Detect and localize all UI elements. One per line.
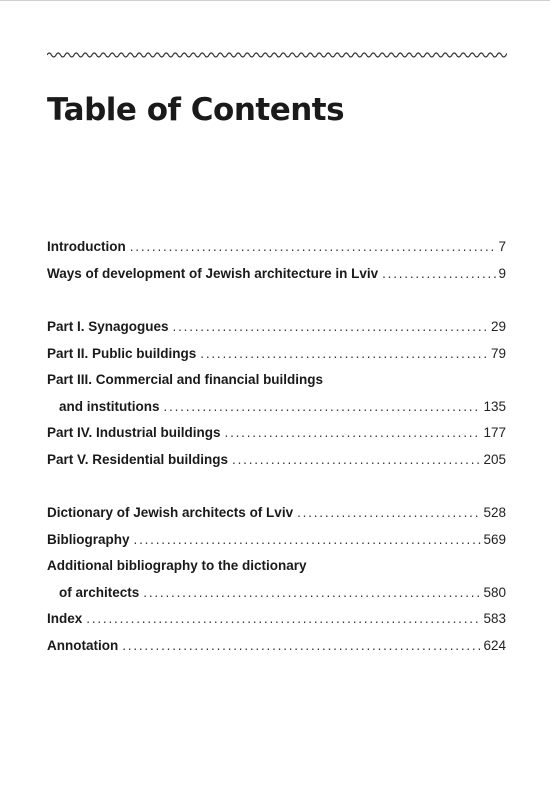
leader-dots [382, 264, 496, 284]
leader-dots [86, 609, 481, 629]
toc-page-number: 177 [483, 425, 506, 440]
toc-page-number: 580 [483, 584, 506, 600]
toc-entry-label: Introduction [47, 239, 126, 254]
leader-dots [232, 450, 481, 470]
toc-entry-label: Part IV. Industrial buildings [47, 425, 221, 440]
toc-entry-label-line1: Part III. Commercial and financial buildings [47, 372, 324, 387]
toc-entry-part-3[interactable] [47, 370, 506, 423]
toc-entry-index[interactable] [47, 609, 506, 636]
toc-entry-bibliography[interactable] [47, 530, 506, 557]
toc-entry-part-2[interactable] [47, 344, 506, 371]
leader-dots [225, 423, 482, 443]
leader-dots [164, 397, 482, 417]
toc-entry-dictionary[interactable] [47, 503, 506, 530]
toc-entry-label-line2: and institutions [59, 398, 160, 414]
toc-entry-annotation[interactable] [47, 636, 506, 663]
toc-page-number: 569 [483, 531, 506, 547]
leader-dots [134, 530, 482, 550]
toc-entry-label-line2: of architects [59, 584, 140, 600]
toc-entry-label: Part V. Residential buildings [47, 451, 229, 467]
toc-entry-part-1[interactable] [47, 317, 506, 344]
toc-page-number: 205 [483, 451, 506, 467]
toc-entry-label: Dictionary of Jewish architects of Lviv [47, 505, 294, 520]
toc-entry-ways-of-development[interactable] [47, 264, 506, 291]
leader-dots [297, 503, 481, 523]
toc-entry-label: Annotation [47, 637, 119, 653]
toc-page-number: 583 [483, 611, 506, 626]
toc-page-number: 7 [498, 239, 506, 254]
toc-page-number: 29 [490, 319, 506, 334]
toc-page-number: 528 [483, 505, 506, 520]
leader-dots [173, 317, 489, 337]
toc-entry-label: Ways of development of Jewish architecture in Lviv [47, 265, 379, 281]
leader-dots [143, 583, 481, 603]
page-title: Table of Contents [47, 92, 345, 128]
toc-entry-label-line1: Additional bibliography to the dictionary [47, 558, 307, 573]
toc-page-number: 135 [483, 398, 506, 414]
wavy-divider [47, 50, 507, 60]
toc-page-number: 79 [490, 345, 506, 361]
toc-page-number: 9 [498, 265, 506, 281]
toc-entry-part-5[interactable] [47, 450, 506, 477]
leader-dots [130, 237, 497, 257]
toc-entry-introduction[interactable] [47, 237, 506, 264]
toc-entry-additional-bibliography[interactable] [47, 556, 506, 609]
toc-entry-label: Part II. Public buildings [47, 345, 197, 361]
leader-dots [200, 344, 489, 364]
table-of-contents [47, 237, 506, 662]
top-border [0, 0, 550, 1]
toc-entry-label: Part I. Synagogues [47, 319, 169, 334]
leader-dots [122, 636, 481, 656]
toc-entry-part-4[interactable] [47, 423, 506, 450]
toc-entry-label: Bibliography [47, 531, 130, 547]
toc-page-number: 624 [483, 637, 506, 653]
toc-entry-label: Index [47, 611, 83, 626]
